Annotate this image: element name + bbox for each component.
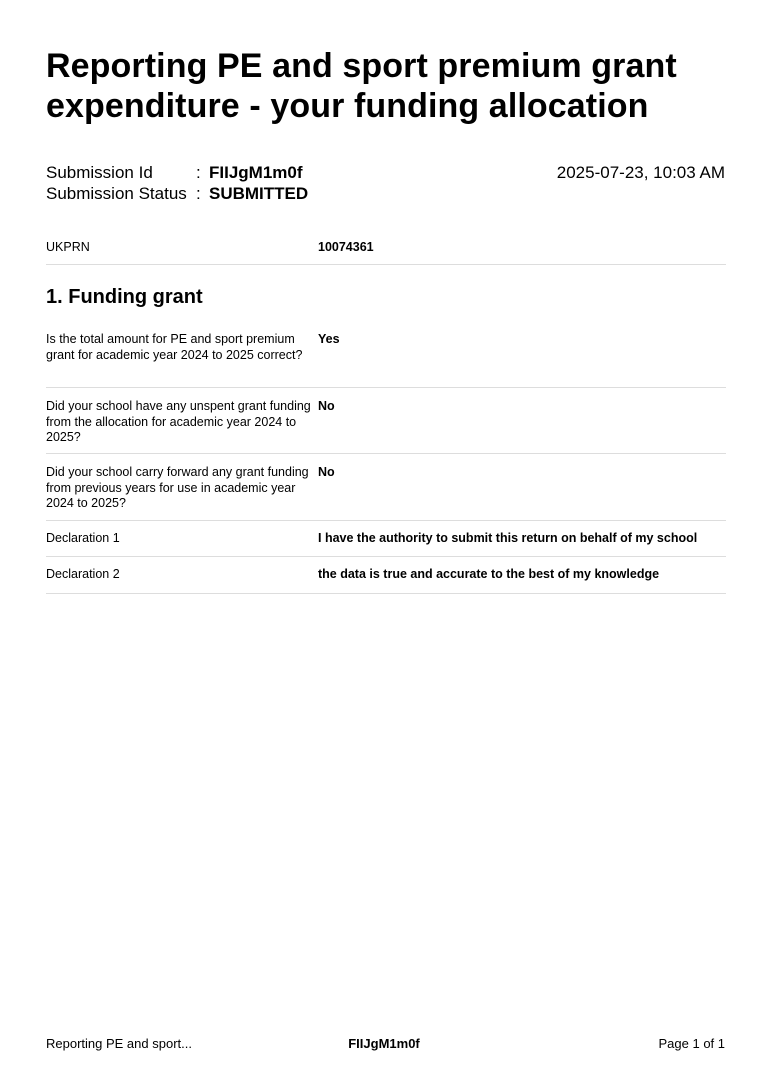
submission-timestamp: 2025-07-23, 10:03 AM [556,163,725,182]
ukprn-value: 10074361 [318,240,374,254]
submission-status-row [46,183,308,204]
declaration-1-label: Declaration 1 [46,531,120,545]
table-row [46,567,726,594]
table-row [46,399,726,454]
declaration-1-value: I have the authority to submit this return on behalf of my school [318,531,698,545]
answer-value: No [318,399,335,413]
answer-value: Yes [318,332,340,346]
table-row [46,465,726,521]
declaration-2-value: the data is true and accurate to the best of my knowledge [318,567,660,581]
answer-value: No [318,465,335,479]
submission-status-value: SUBMITTED [209,184,309,203]
table-row [46,531,726,557]
submission-id-row [46,162,308,183]
submission-status-label: Submission Status [46,184,187,203]
table-row [46,332,726,388]
footer-document-title: Reporting PE and sport... [46,1036,192,1051]
declaration-2-label: Declaration 2 [46,567,120,581]
question-label: Is the total amount for PE and sport premium grant for academic year 2024 to 2025 correct? [46,332,303,362]
page-title: Reporting PE and sport premium grant expenditure - your funding allocation [46,47,677,125]
question-label: Did your school carry forward any grant funding from previous years for use in academic year 2024 to 2025? [46,465,309,510]
submission-id-value: FIIJgM1m0f [209,163,303,182]
submission-status-separator: : [196,184,201,203]
ukprn-row [46,240,726,265]
footer-page-number: Page 1 of 1 [658,1036,725,1051]
submission-id-label: Submission Id [46,163,153,182]
section-title: 1. Funding grant [46,286,203,308]
submission-id-separator: : [196,163,201,182]
question-label: Did your school have any unspent grant funding from the allocation for academic year 2024 to 2025? [46,399,311,444]
submission-meta [46,162,308,204]
footer-submission-id: FIIJgM1m0f [348,1036,420,1051]
ukprn-label: UKPRN [46,240,90,254]
